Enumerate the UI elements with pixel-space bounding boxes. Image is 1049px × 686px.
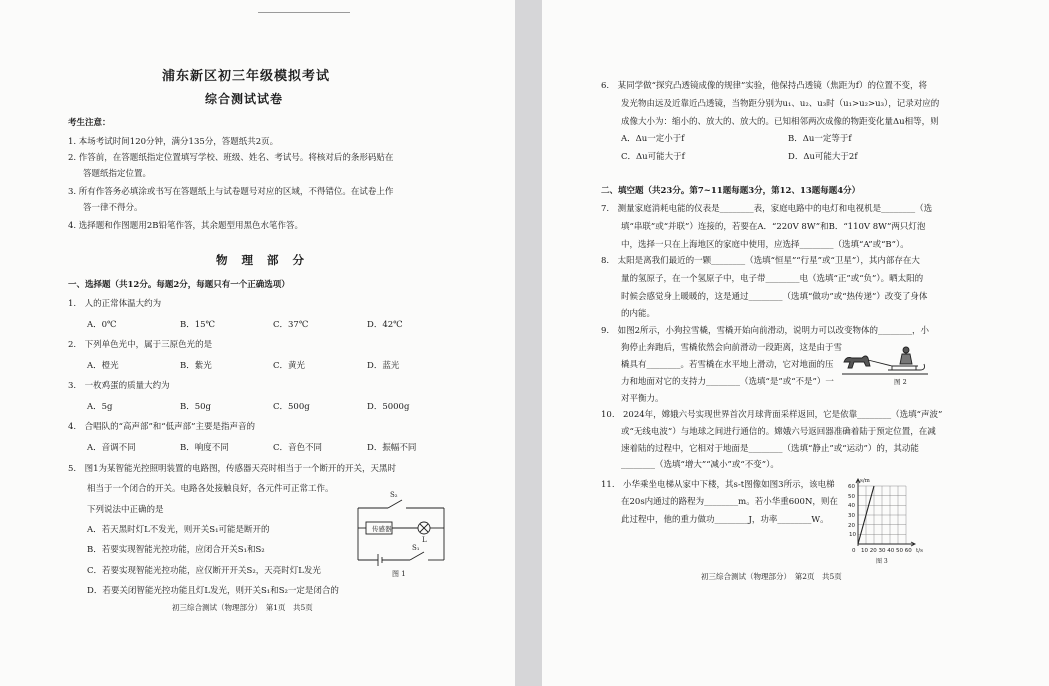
q7-line: 中，选择一只在上海地区的家庭中使用，应选择________（选填“A”或“B”）。 bbox=[621, 240, 909, 250]
exam-page-1 bbox=[0, 0, 515, 686]
q10-line: ________（选填“增大”“减小”或“不变”）。 bbox=[621, 460, 779, 470]
figure-3-caption: 图 3 bbox=[876, 558, 888, 565]
q9-line: 对平衡力。 bbox=[621, 394, 664, 404]
q6-line: 发光物由远及近靠近凸透镜，当物距分别为u₁、u₂、u₃时（u₁>u₂>u₃），记录对应的 bbox=[621, 99, 940, 109]
top-divider bbox=[258, 12, 350, 13]
q5-option-c: C．若要实现智能光控功能，应仅断开开关S₂，天亮时灯L发光 bbox=[87, 566, 321, 576]
q2-option-d: D．蓝光 bbox=[367, 361, 400, 371]
q6-line: 成像大小为：缩小的、放大的、放大的。已知相邻两次成像的物距变化量Δu相等，则 bbox=[621, 117, 939, 127]
q6-option-b: B．Δu一定等于f bbox=[788, 134, 852, 144]
q2-option-a: A．橙光 bbox=[87, 361, 119, 371]
notice-line: 3. 所有作答务必填涂或书写在答题纸上与试卷题号对应的区域，不得错位。在试卷上作 bbox=[68, 187, 394, 197]
page-2-footer: 初三综合测试（物理部分） 第2页 共5页 bbox=[701, 572, 842, 581]
st-graph-figure bbox=[842, 474, 942, 566]
q4-option-c: C．音色不同 bbox=[273, 443, 323, 453]
part1-heading: 一、选择题（共12分。每题2分，每题只有一个正确选项） bbox=[68, 280, 290, 290]
graph-ytick: 40 bbox=[848, 503, 855, 509]
q9-line: 力和地面对它的支持力________（选填“是”或“不是”）一 bbox=[621, 377, 834, 387]
q3-option-a: A．5g bbox=[87, 402, 113, 412]
q9-line: 橇具有________。若雪橇在水平地上滑动，它对地面的压 bbox=[621, 360, 834, 370]
graph-ylabel: s/m bbox=[860, 478, 870, 484]
q8-line: 8. 太阳是离我们最近的一颗________（选填“恒星”“行星”或“卫星”），其内部存在大 bbox=[601, 256, 920, 266]
q10-line: 10. 2024年，嫦娥六号实现世界首次月球背面采样返回，它是依靠________（选填“声波” bbox=[601, 410, 943, 420]
q1-option-c: C．37℃ bbox=[273, 320, 309, 330]
graph-origin: 0 bbox=[852, 548, 856, 554]
switch-s1-label: S₁ bbox=[412, 544, 420, 552]
q7-line: 7. 测量家庭消耗电能的仪表是________表，家庭电路中的电灯和电视机是________（选 bbox=[601, 204, 933, 214]
q5-stem-line: 下列说法中正确的是 bbox=[87, 505, 164, 515]
exam-subtitle: 综合测试试卷 bbox=[205, 92, 284, 106]
q4-stem: 4. 合唱队的“高声部”和“低声部”主要是指声音的 bbox=[68, 422, 255, 432]
figure-2-caption: 图 2 bbox=[894, 378, 907, 386]
notice-line: 答题纸指定位置。 bbox=[83, 169, 152, 179]
exam-page-2 bbox=[542, 0, 1049, 686]
graph-xlabel: t/s bbox=[916, 548, 923, 554]
graph-ytick: 10 bbox=[849, 532, 856, 538]
q3-stem: 3. 一枚鸡蛋的质量大约为 bbox=[68, 381, 170, 391]
page-1-footer: 初三综合测试（物理部分） 第1页 共5页 bbox=[172, 603, 313, 612]
q4-option-d: D．振幅不同 bbox=[367, 443, 417, 453]
q2-stem: 2. 下列单色光中，属于三原色光的是 bbox=[68, 340, 213, 350]
q4-option-b: B．响度不同 bbox=[180, 443, 229, 453]
q8-line: 时候会感觉身上暖暖的，这是通过________（选填“做功”或“热传递”）改变了身体 bbox=[621, 292, 928, 302]
q10-line: 或“无线电波”）与地球之间进行通信的。嫦娥六号返回器准确着陆于预定位置，在减 bbox=[621, 427, 936, 437]
q6-line: 6. 某同学做“探究凸透镜成像的规律”实验，他保持凸透镜（焦距为f）的位置不变，将 bbox=[601, 81, 927, 91]
notice-line: 4. 选择题和作图题用2B铅笔作答，其余题型用黑色水笔作答。 bbox=[68, 221, 303, 231]
q10-line: 速着陆的过程中，它相对于地面是________（选填“静止”或“运动”）的，其动能 bbox=[621, 444, 919, 454]
q3-option-c: C．500g bbox=[273, 402, 310, 412]
q8-line: 量的氢原子，在一个氢原子中，电子带________电（选填“正”或“负”）。晒太阳的 bbox=[621, 274, 924, 284]
q2-option-b: B．紫光 bbox=[180, 361, 212, 371]
exam-title: 浦东新区初三年级模拟考试 bbox=[162, 69, 331, 84]
q6-option-c: C．Δu可能大于f bbox=[621, 152, 685, 162]
q5-option-d: D．若要关闭智能光控功能且灯L发光，则开关S₁和S₂一定是闭合的 bbox=[87, 586, 339, 596]
q1-option-b: B．15℃ bbox=[180, 320, 216, 330]
q11-line: 此过程中，他的重力做功________J，功率________W。 bbox=[621, 515, 829, 525]
q5-stem-line: 相当于一个闭合的开关。电路各处接触良好，各元件可正常工作。 bbox=[87, 484, 334, 494]
q3-option-d: D．5000g bbox=[367, 402, 410, 412]
notice-line: 答一律不得分。 bbox=[83, 203, 143, 213]
sensor-label: 传感器 bbox=[372, 525, 392, 533]
section-title: 物 理 部 分 bbox=[216, 253, 310, 267]
q5-option-a: A．若天黑时灯L不发光，则开关S₁可能是断开的 bbox=[87, 525, 270, 535]
graph-ytick: 20 bbox=[848, 523, 855, 529]
q3-option-b: B．50g bbox=[180, 402, 212, 412]
q1-stem: 1. 人的正常体温大约为 bbox=[68, 299, 162, 309]
q8-line: 的内能。 bbox=[621, 309, 656, 319]
q5-stem-line: 5. 图1为某智能光控照明装置的电路图，传感器天亮时相当于一个断开的开关，天黑时 bbox=[68, 464, 397, 474]
notice-heading: 考生注意： bbox=[68, 118, 111, 128]
q9-line: 狗停止奔跑后，雪橇依然会向前滑动一段距离，这是由于雪 bbox=[621, 343, 843, 353]
q7-line: 填“串联”或“并联”）连接的，若要在A．“220V 8W”和B．“110V 8W”两只灯泡 bbox=[621, 222, 926, 232]
graph-ytick: 60 bbox=[848, 484, 855, 490]
q6-option-d: D．Δu可能大于2f bbox=[788, 152, 858, 162]
graph-ytick: 30 bbox=[848, 513, 855, 519]
q1-option-a: A．0℃ bbox=[87, 320, 117, 330]
dog-sled-figure bbox=[840, 340, 930, 386]
lamp-label: L bbox=[422, 536, 427, 544]
notice-line: 2. 作答前，在答题纸指定位置填写学校、班级、姓名、考试号。将核对后的条形码贴在 bbox=[68, 153, 394, 163]
notice-line: 1. 本场考试时间120分钟，满分135分，答题纸共2页。 bbox=[68, 137, 279, 147]
q2-option-c: C．黄光 bbox=[273, 361, 306, 371]
q1-option-d: D．42℃ bbox=[367, 320, 403, 330]
switch-s2-label: S₂ bbox=[390, 491, 398, 499]
circuit-diagram bbox=[350, 488, 455, 578]
q6-option-a: A．Δu一定小于f bbox=[621, 134, 685, 144]
q11-line: 11. 小华乘坐电梯从家中下楼，其s-t图像如图3所示，该电梯 bbox=[601, 480, 835, 490]
part2-heading: 二、填空题（共23分。第7~11题每题3分，第12、13题每题4分） bbox=[601, 186, 861, 196]
figure-1-caption: 图 1 bbox=[392, 570, 406, 578]
q4-option-a: A．音调不同 bbox=[87, 443, 136, 453]
graph-xticks: 10 20 30 40 50 60 bbox=[861, 548, 912, 554]
q11-line: 在20s内通过的路程为________m。若小华重600N，则在 bbox=[621, 497, 838, 507]
q9-line: 9. 如图2所示，小狗拉雪橇，雪橇开始向前滑动，说明力可以改变物体的________，小 bbox=[601, 326, 930, 336]
q5-option-b: B．若要实现智能光控功能，应闭合开关S₁和S₂ bbox=[87, 545, 265, 555]
graph-ytick: 50 bbox=[848, 494, 855, 500]
